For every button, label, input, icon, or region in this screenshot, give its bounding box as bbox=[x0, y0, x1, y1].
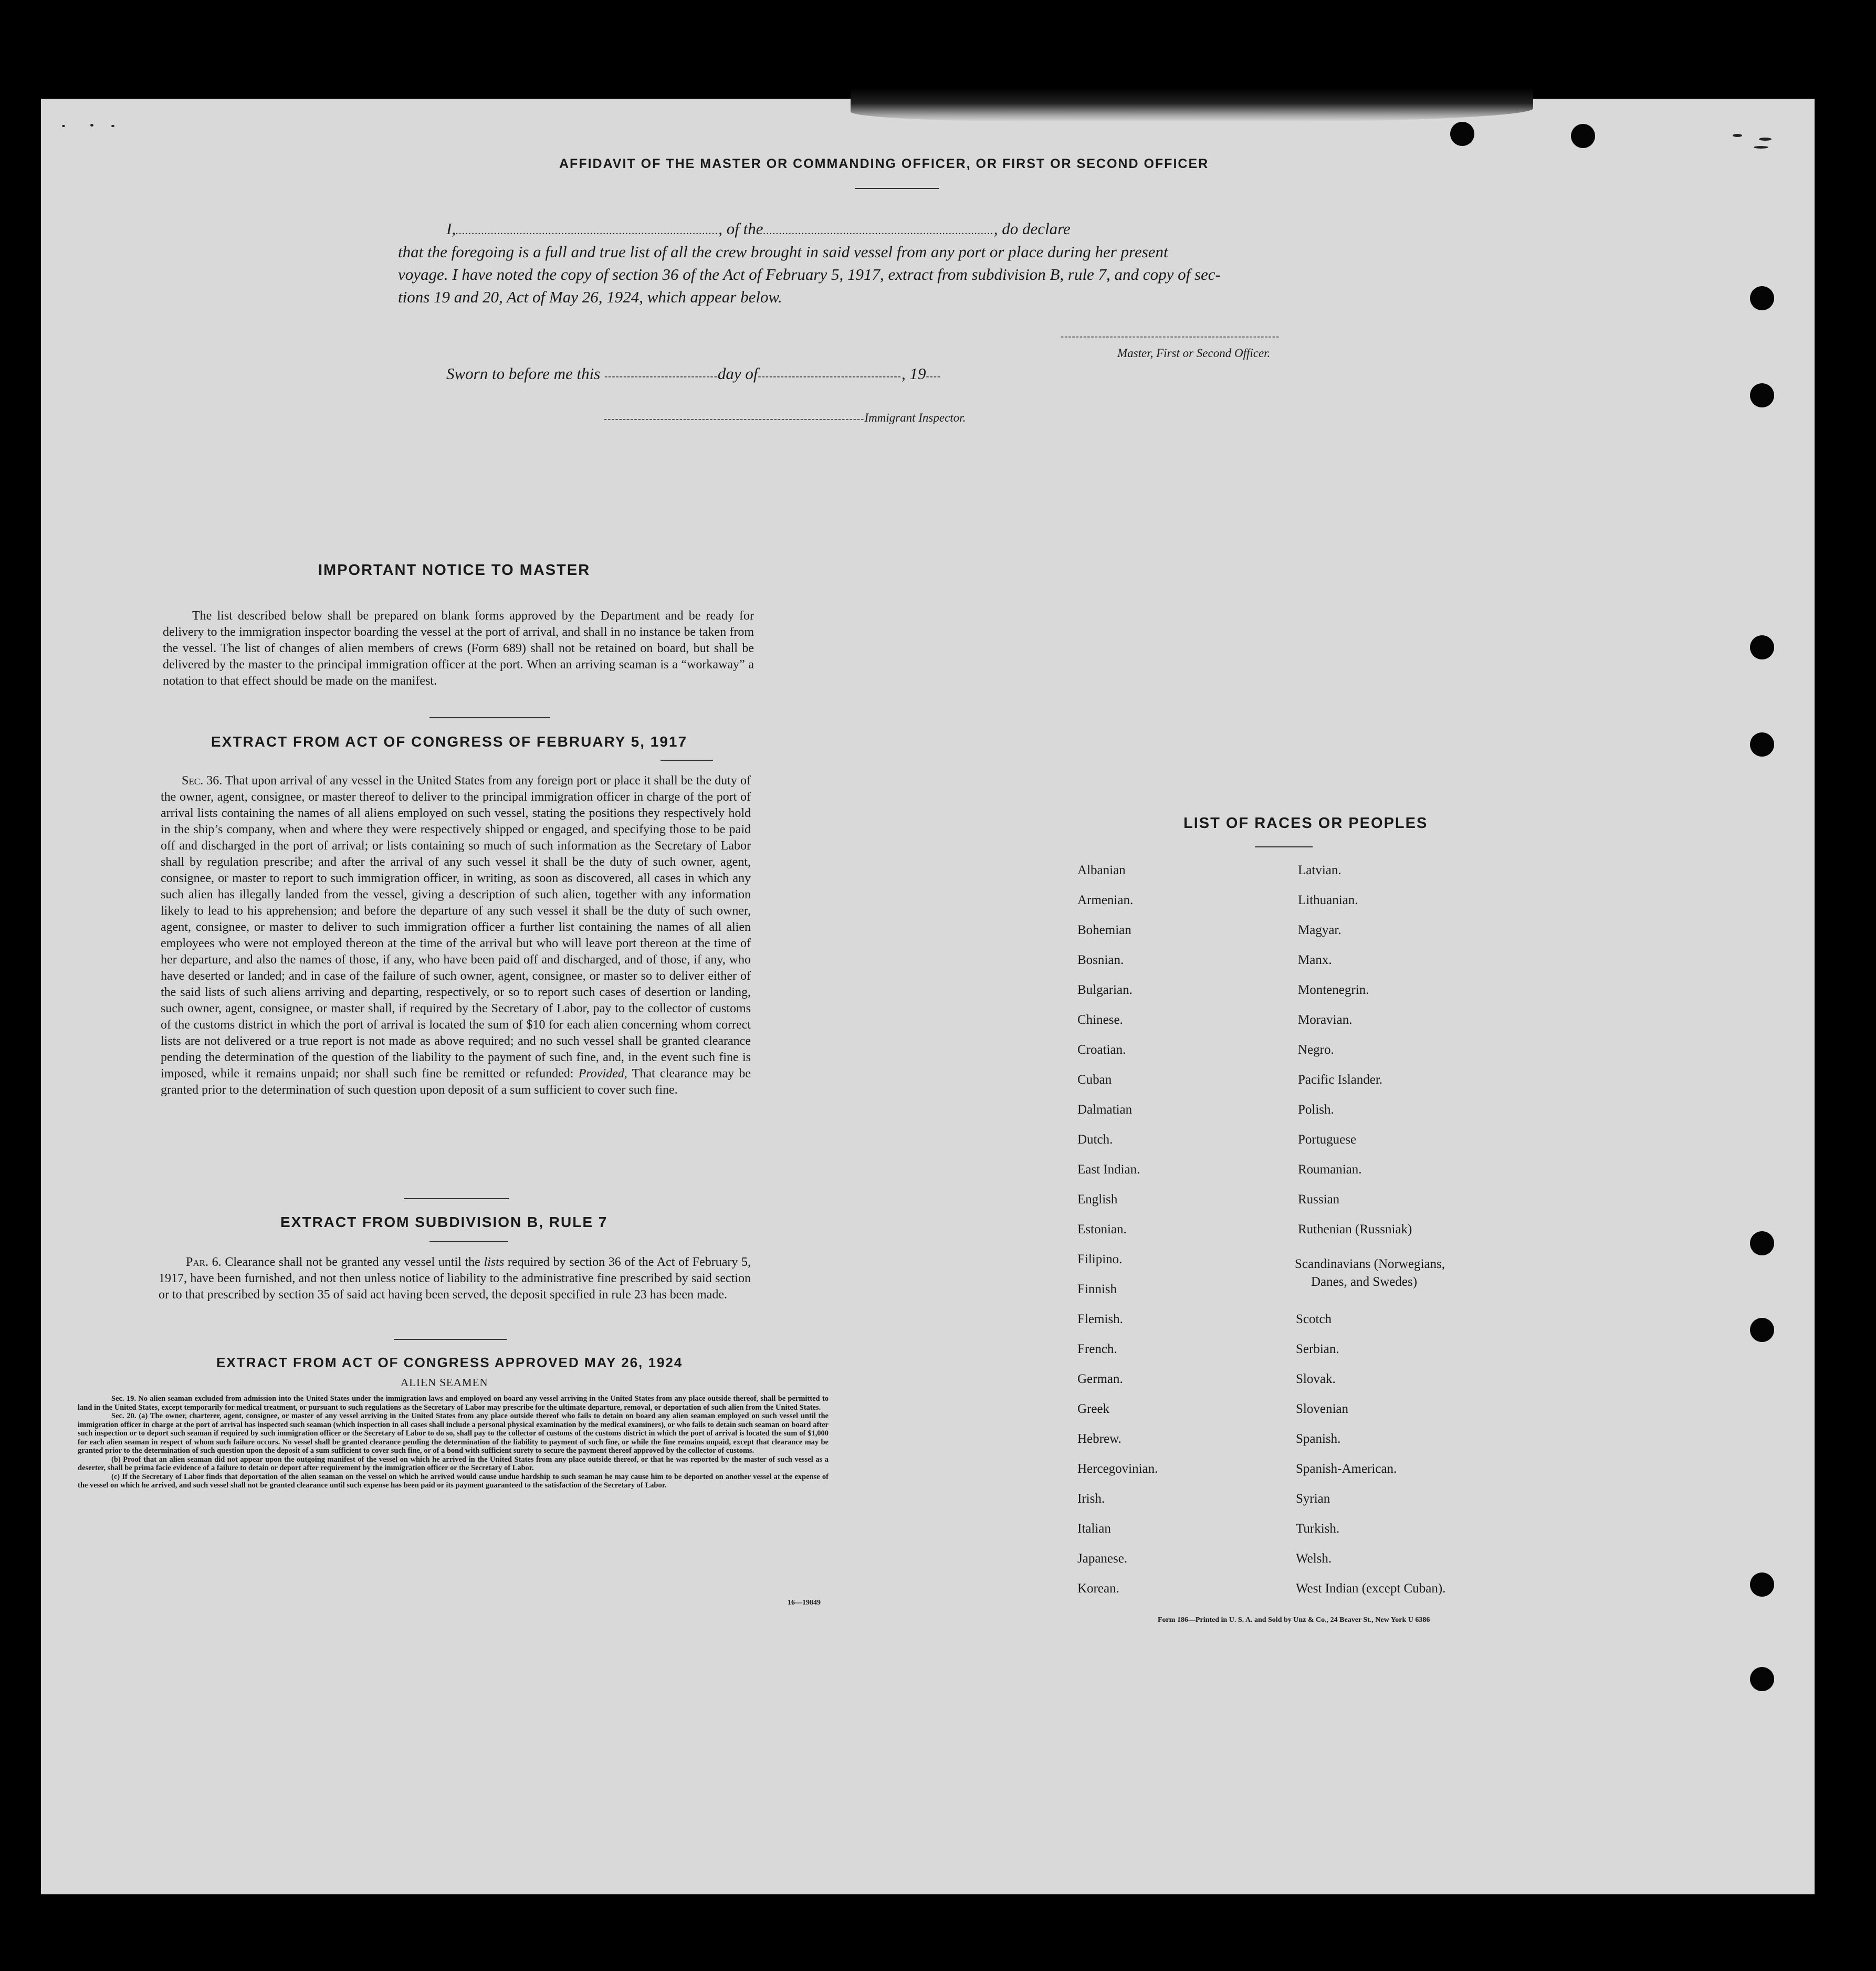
par-6-label: Par. 6. bbox=[186, 1255, 222, 1269]
race-item: Chinese. bbox=[1077, 1013, 1123, 1027]
notice-rule bbox=[429, 717, 550, 718]
race-item: Finnish bbox=[1077, 1282, 1117, 1296]
rule-7-title: EXTRACT FROM SUBDIVISION B, RULE 7 bbox=[280, 1214, 608, 1230]
race-item: Flemish. bbox=[1077, 1312, 1123, 1326]
affidavit-i: I, bbox=[446, 219, 456, 238]
race-item: Croatian. bbox=[1077, 1043, 1126, 1057]
race-item: Negro. bbox=[1298, 1043, 1334, 1057]
race-item: Roumanian. bbox=[1298, 1162, 1362, 1177]
rule-7-rule-above bbox=[404, 1198, 509, 1199]
punch-hole bbox=[1750, 732, 1774, 757]
master-signature-label: Master, First or Second Officer. bbox=[1117, 347, 1271, 360]
inspector-label: Immigrant Inspector. bbox=[864, 411, 966, 424]
notice-text: The list described below shall be prepared on blank forms approved by the Department and be ready for delivery to the immigration inspector boarding the vessel at the port of arrival, and shall in no instance be taken from the vessel. The list of changes of alien members of crews (Form 689) shall not be retained on board, but shall be delivered by the master to the principal immigration officer at the port. When an arriving seaman is a “workaway” a notation to that effect should be made on the manifest. bbox=[163, 609, 754, 688]
race-item: Polish. bbox=[1298, 1103, 1334, 1117]
par-6-lists: lists bbox=[484, 1255, 505, 1269]
affidavit-name-blank: .................................................................................. bbox=[456, 225, 719, 237]
punch-hole bbox=[1750, 383, 1774, 407]
punch-hole bbox=[1750, 635, 1774, 659]
act-1917-title: EXTRACT FROM ACT OF CONGRESS OF FEBRUARY 5, 1917 bbox=[211, 733, 688, 750]
torn-top-edge bbox=[851, 88, 1533, 122]
act-1924-title: EXTRACT FROM ACT OF CONGRESS APPROVED MAY 26, 1924 bbox=[216, 1355, 683, 1370]
scan-speck bbox=[1754, 146, 1768, 149]
race-item: Dutch. bbox=[1077, 1133, 1113, 1147]
sec-20b-text: (b) Proof that an alien seaman did not appear upon the outgoing manifest of the vessel on which he arrived in the United States from any place outside thereof, or that he was reported by the master of such vessel as a deserter, shall be prima facie evidence of a failure to detain or deport after requirement by the immigration officer or the Secretary of Labor. bbox=[78, 1455, 829, 1472]
print-code: 16—19849 bbox=[788, 1599, 821, 1607]
race-item: Scotch bbox=[1296, 1312, 1332, 1326]
affidavit-title: AFFIDAVIT OF THE MASTER OR COMMANDING OFFICER, OR FIRST OR SECOND OFFICER bbox=[559, 156, 1209, 171]
punch-hole bbox=[1750, 1318, 1774, 1342]
race-item: Spanish. bbox=[1296, 1432, 1341, 1446]
par-6-text-b: required by section 36 of the Act of February 5, 1917, have been furnished, and not then unless notice of liability to the administrative fine prescribed by said section or to that prescribed by section 35 of said act having been served, the deposit specified in rule 23 has been made. bbox=[159, 1255, 751, 1302]
race-item: Japanese. bbox=[1077, 1551, 1128, 1566]
notice-body bbox=[163, 608, 754, 689]
act-1924-rule-above bbox=[394, 1339, 507, 1340]
sec-20c-text: (c) If the Secretary of Labor finds that deportation of the alien seaman on the vessel on which he arrived would cause undue hardship to such seaman he may cause him to be deported on another vessel at the expense of the vessel on which he arrived, and such vessel shall not be granted clearance until such expense has been paid or its payment guaranteed to the satisfaction of the Secretary of Labor. bbox=[78, 1472, 829, 1490]
race-item: Danes, and Swedes) bbox=[1311, 1275, 1418, 1289]
act-1917-body bbox=[161, 773, 751, 1098]
race-item: Bosnian. bbox=[1077, 953, 1124, 967]
race-item: Turkish. bbox=[1296, 1522, 1340, 1536]
race-item: Ruthenian (Russniak) bbox=[1298, 1222, 1412, 1236]
affidavit-line-3: voyage. I have noted the copy of section 36 of the Act of February 5, 1917, extract from subdivision B, rule 7, and copy of sec- bbox=[398, 265, 1221, 284]
sworn-prefix: Sworn to before me this bbox=[446, 364, 601, 383]
scan-speck bbox=[90, 124, 93, 127]
race-item: Slovak. bbox=[1296, 1372, 1336, 1386]
affidavit-of-the: , of the bbox=[718, 219, 763, 238]
race-item: Moravian. bbox=[1298, 1013, 1353, 1027]
races-title: LIST OF RACES OR PEOPLES bbox=[1183, 815, 1428, 832]
sworn-line bbox=[446, 364, 941, 383]
affidavit-vessel-blank: ........................................................................ bbox=[763, 225, 994, 237]
race-item: Korean. bbox=[1077, 1581, 1119, 1596]
race-item: Italian bbox=[1077, 1522, 1111, 1536]
sec-36-tail: That clearance may be granted prior to the determination of such question upon deposit of a sum sufficient to cover such fine. bbox=[161, 1067, 751, 1097]
race-item: Scandinavians (Norwegians, bbox=[1295, 1257, 1445, 1271]
race-item: Hercegovinian. bbox=[1077, 1462, 1158, 1476]
form-printer-line: Form 186—Printed in U. S. A. and Sold by Unz & Co., 24 Beaver St., New York U 6386 bbox=[1158, 1616, 1430, 1624]
scan-speck bbox=[1733, 134, 1742, 137]
race-item: Bulgarian. bbox=[1077, 983, 1133, 997]
notice-title: IMPORTANT NOTICE TO MASTER bbox=[318, 562, 591, 579]
races-title-rule bbox=[1255, 846, 1313, 847]
race-item: German. bbox=[1077, 1372, 1123, 1386]
race-item: Magyar. bbox=[1298, 923, 1342, 937]
sec-36-provided: Provided, bbox=[578, 1067, 627, 1081]
sworn-day-blank: ------------------------------ bbox=[604, 371, 718, 381]
sec-19-text: Sec. 19. No alien seaman excluded from admission into the United States under the immigration laws and employed on board any vessel arriving in the United States from any place outside thereof, shall be permitted to land in the United States, except temporarily for medical treatment, or pursuant to such regulations as the Secretary of Labor may prescribe for the ultimate departure, removal, or deportation of such alien from the United States. bbox=[78, 1395, 829, 1412]
rule-7-rule-below bbox=[429, 1241, 508, 1242]
sec-36-text: That upon arrival of any vessel in the United States from any foreign port or place it shall be the duty of the owner, agent, consignee, or master thereof to deliver to the principal immigration officer in charge of the port of arrival lists containing the names of all aliens employed on such vessel, stating the positions they respectively hold in the ship’s company, when and where they were respectively shipped or engaged, and specifying those to be paid off and discharged in the port of arrival; or lists containing so much of such information as the Secretary of Labor shall by regulation prescribe; and after the arrival of any such vessel it shall be the duty of such owner, agent, consignee, or master to report to such immigration officer, in writing, as soon as discovered, all cases in which any such alien has illegally landed from the vessel, giving a description of such alien, together with any information likely to lead to his apprehension; and before the departure of any such vessel it shall be the duty of such owner, agent, consignee, or master to deliver to such immigration officer a further list containing the names of all alien employees who were not employed thereon at the time of the arrival but who will leave port thereon at the time of her departure, and also the names of those, if any, who have been paid off and discharged, and of those, if any, who have deserted or landed; and in case of the failure of such owner, agent, consignee, or master so to deliver either of the said lists of such aliens arriving and departing, respectively, or so to report such cases of desertion or landing, such owner, agent, consignee, or master shall, if required by the Secretary of Labor, pay to the collector of customs of the customs district in which the port of arrival is located the sum of $10 for each alien concerning whom correct lists are not delivered or a true report is not made as above required; and no such vessel shall be granted clearance pending the determination of the question of the liability to the payment of such fine, and, in the event such fine is imposed, while it remains unpaid; nor shall such fine be remitted or refunded: bbox=[161, 774, 751, 1081]
punch-hole bbox=[1450, 122, 1474, 146]
rule-7-body bbox=[159, 1254, 751, 1303]
race-item: Albanian bbox=[1077, 863, 1126, 877]
punch-hole bbox=[1750, 1667, 1774, 1691]
race-item: Filipino. bbox=[1077, 1252, 1123, 1266]
race-item: Armenian. bbox=[1077, 893, 1134, 907]
affidavit-line-4: tions 19 and 20, Act of May 26, 1924, which appear below. bbox=[398, 288, 782, 306]
race-item: West Indian (except Cuban). bbox=[1296, 1581, 1446, 1596]
race-item: Syrian bbox=[1296, 1492, 1330, 1506]
race-item: Latvian. bbox=[1298, 863, 1342, 877]
scan-speck bbox=[1759, 138, 1772, 141]
race-item: East Indian. bbox=[1077, 1162, 1140, 1177]
race-item: Greek bbox=[1077, 1402, 1110, 1416]
inspector-signature-blank: --------------------------------------------------------------------- bbox=[604, 413, 865, 424]
sworn-day-of: day of bbox=[717, 364, 758, 383]
race-item: Dalmatian bbox=[1077, 1103, 1133, 1117]
sworn-month-blank: -------------------------------------- bbox=[758, 371, 902, 381]
scan-speck bbox=[62, 125, 65, 127]
race-item: Manx. bbox=[1298, 953, 1332, 967]
race-item: Cuban bbox=[1077, 1073, 1112, 1087]
race-item: English bbox=[1077, 1192, 1118, 1207]
punch-hole bbox=[1750, 1231, 1774, 1255]
race-item: French. bbox=[1077, 1342, 1117, 1356]
affidavit-do-declare: , do declare bbox=[993, 219, 1071, 238]
inspector-line bbox=[604, 411, 966, 425]
sworn-year-blank: ---- bbox=[926, 371, 941, 381]
punch-hole bbox=[1750, 1572, 1774, 1597]
sec-20a-text: Sec. 20. (a) The owner, charterer, agent, consignee, or master of any vessel arriving in the United States from any place outside thereof who fails to detain on board any alien seaman employed on such vessel until the immigration officer in charge at the port of arrival has inspected such seaman (which inspection in all cases shall include a personal physical examination by the medical examiners), or who fails to detain such seaman on board after such inspection or to deport such seaman if required by such immigration officer or the Secretary of Labor to do so, shall pay to the collector of customs of the customs district in which the port of arrival is located the sum of $1,000 for each alien seaman in respect of whom such failure occurs. No vessel shall be granted clearance pending the determination of the liability to payment of such fine, or while the fine remains unpaid, except that clearance may be granted prior to the determination of such question upon the deposit of a sum sufficient to cover such fine, or of a bond with sufficient surety to secure the payment thereof approved by the collector of customs. bbox=[78, 1412, 829, 1455]
race-item: Welsh. bbox=[1296, 1551, 1332, 1566]
punch-hole bbox=[1571, 124, 1595, 148]
act-1924-subtitle: ALIEN SEAMEN bbox=[401, 1376, 488, 1389]
race-item: Hebrew. bbox=[1077, 1432, 1122, 1446]
race-item: Montenegrin. bbox=[1298, 983, 1369, 997]
race-item: Estonian. bbox=[1077, 1222, 1127, 1236]
act-1917-rule bbox=[661, 760, 713, 761]
punch-hole bbox=[1750, 286, 1774, 310]
race-item: Irish. bbox=[1077, 1492, 1105, 1506]
race-item: Slovenian bbox=[1296, 1402, 1348, 1416]
race-item: Pacific Islander. bbox=[1298, 1073, 1383, 1087]
act-1924-body bbox=[78, 1395, 829, 1490]
sec-36-label: Sec. 36. bbox=[182, 774, 223, 788]
affidavit-line-2: that the foregoing is a full and true list of all the crew brought in said vessel from any port or place during her present bbox=[398, 243, 1168, 261]
affidavit-line-1 bbox=[446, 219, 1071, 238]
race-item: Serbian. bbox=[1296, 1342, 1339, 1356]
race-item: Portuguese bbox=[1298, 1133, 1357, 1147]
race-item: Russian bbox=[1298, 1192, 1340, 1207]
par-6-text-a: Clearance shall not be granted any vessel until the bbox=[225, 1255, 480, 1269]
master-signature-blank: ---------------------------------------------------------- bbox=[1061, 331, 1280, 341]
race-item: Spanish-American. bbox=[1296, 1462, 1397, 1476]
race-item: Lithuanian. bbox=[1298, 893, 1358, 907]
race-item: Bohemian bbox=[1077, 923, 1131, 937]
sworn-year: , 19 bbox=[901, 364, 926, 383]
affidavit-title-rule bbox=[855, 188, 939, 189]
scan-speck bbox=[111, 125, 114, 127]
